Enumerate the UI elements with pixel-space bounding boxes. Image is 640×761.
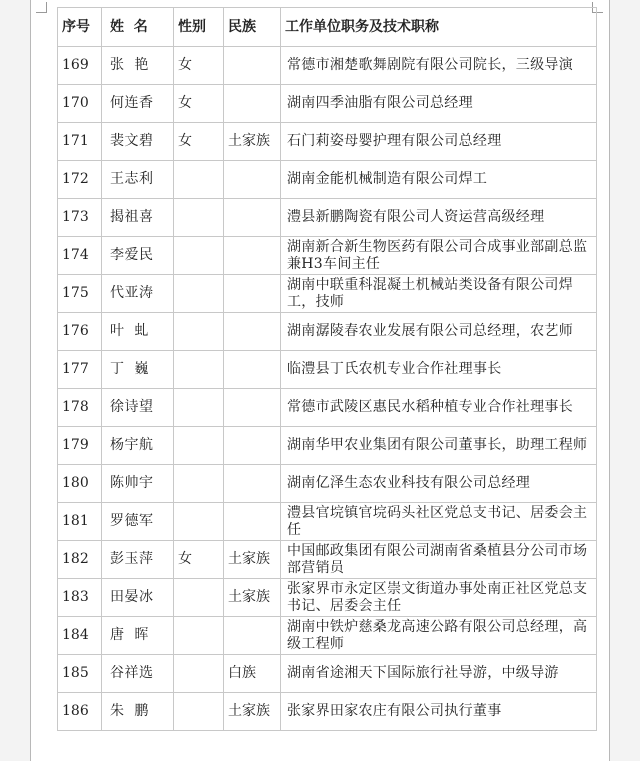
page-right-edge — [609, 0, 610, 761]
cell-no: 169 — [58, 47, 102, 85]
header-no: 序号 — [58, 8, 102, 47]
cell-name: 徐诗望 — [102, 389, 174, 427]
cell-gender — [174, 351, 224, 389]
cell-position: 湖南亿泽生态农业科技有限公司总经理 — [281, 465, 597, 503]
table-row — [58, 199, 597, 237]
table-row — [58, 389, 597, 427]
cell-name: 彭玉萍 — [102, 541, 174, 579]
cell-position: 湖南四季油脂有限公司总经理 — [281, 85, 597, 123]
cell-no: 181 — [58, 503, 102, 541]
cell-position: 湖南新合新生物医药有限公司合成事业部副总监兼H3车间主任 — [281, 237, 597, 275]
cell-position: 湖南中联重科混凝土机械站类设备有限公司焊工，技师 — [281, 275, 597, 313]
cell-ethnicity — [224, 351, 281, 389]
cell-ethnicity: 土家族 — [224, 693, 281, 731]
cell-ethnicity — [224, 427, 281, 465]
table-row — [58, 275, 597, 313]
cell-ethnicity — [224, 389, 281, 427]
cell-no: 173 — [58, 199, 102, 237]
cell-ethnicity — [224, 617, 281, 655]
cell-ethnicity — [224, 237, 281, 275]
table-row — [58, 693, 597, 731]
cell-name: 代亚涛 — [102, 275, 174, 313]
cell-ethnicity — [224, 313, 281, 351]
cell-position: 湖南中铁炉慈桑龙高速公路有限公司总经理，高级工程师 — [281, 617, 597, 655]
cell-gender — [174, 161, 224, 199]
table-row — [58, 655, 597, 693]
cell-name: 何连香 — [102, 85, 174, 123]
table-row — [58, 237, 597, 275]
cell-ethnicity: 土家族 — [224, 579, 281, 617]
crop-mark-top-left — [36, 2, 47, 13]
cell-gender: 女 — [174, 541, 224, 579]
cell-no: 170 — [58, 85, 102, 123]
cell-no: 184 — [58, 617, 102, 655]
cell-no: 183 — [58, 579, 102, 617]
cell-gender: 女 — [174, 123, 224, 161]
cell-name: 罗德军 — [102, 503, 174, 541]
cell-gender: 女 — [174, 85, 224, 123]
cell-no: 186 — [58, 693, 102, 731]
cell-gender — [174, 465, 224, 503]
cell-gender — [174, 275, 224, 313]
table-row — [58, 161, 597, 199]
roster-table — [57, 7, 597, 731]
cell-gender — [174, 389, 224, 427]
cell-ethnicity — [224, 47, 281, 85]
cell-gender — [174, 313, 224, 351]
table-row — [58, 503, 597, 541]
cell-no: 172 — [58, 161, 102, 199]
cell-position: 澧县官垸镇官垸码头社区党总支书记、居委会主任 — [281, 503, 597, 541]
cell-no: 178 — [58, 389, 102, 427]
table-row — [58, 351, 597, 389]
cell-position: 湖南潺陵春农业发展有限公司总经理，农艺师 — [281, 313, 597, 351]
cell-ethnicity — [224, 275, 281, 313]
cell-position: 张家界田家农庄有限公司执行董事 — [281, 693, 597, 731]
cell-position: 湖南省途湘天下国际旅行社导游，中级导游 — [281, 655, 597, 693]
cell-position: 常德市湘楚歌舞剧院有限公司院长，三级导演 — [281, 47, 597, 85]
cell-position: 石门莉姿母婴护理有限公司总经理 — [281, 123, 597, 161]
cell-no: 182 — [58, 541, 102, 579]
cell-position: 澧县新鹏陶瓷有限公司人资运营高级经理 — [281, 199, 597, 237]
table-row — [58, 47, 597, 85]
cell-ethnicity — [224, 503, 281, 541]
cell-gender — [174, 617, 224, 655]
page-left-edge — [30, 0, 31, 761]
table-row — [58, 85, 597, 123]
cell-position: 张家界市永定区崇文街道办事处南正社区党总支书记、居委会主任 — [281, 579, 597, 617]
cell-name: 谷祥选 — [102, 655, 174, 693]
table-row — [58, 427, 597, 465]
cell-position: 常德市武陵区惠民水稻种植专业合作社理事长 — [281, 389, 597, 427]
cell-no: 171 — [58, 123, 102, 161]
cell-gender: 女 — [174, 47, 224, 85]
cell-name: 张 艳 — [102, 47, 174, 85]
cell-no: 174 — [58, 237, 102, 275]
cell-name: 杨宇航 — [102, 427, 174, 465]
header-position: 工作单位职务及技术职称 — [281, 8, 597, 47]
cell-name: 叶 虬 — [102, 313, 174, 351]
header-name: 姓 名 — [102, 8, 174, 47]
cell-gender — [174, 503, 224, 541]
cell-position: 中国邮政集团有限公司湖南省桑植县分公司市场部营销员 — [281, 541, 597, 579]
cell-no: 175 — [58, 275, 102, 313]
cell-no: 176 — [58, 313, 102, 351]
cell-gender — [174, 655, 224, 693]
cell-ethnicity: 土家族 — [224, 123, 281, 161]
cell-ethnicity — [224, 85, 281, 123]
cell-no: 180 — [58, 465, 102, 503]
cell-name: 朱 鹏 — [102, 693, 174, 731]
cell-ethnicity — [224, 465, 281, 503]
cell-name: 王志利 — [102, 161, 174, 199]
cell-gender — [174, 199, 224, 237]
table-row — [58, 617, 597, 655]
cell-ethnicity: 白族 — [224, 655, 281, 693]
cell-name: 揭祖喜 — [102, 199, 174, 237]
cell-no: 177 — [58, 351, 102, 389]
cell-position: 临澧县丁氏农机专业合作社理事长 — [281, 351, 597, 389]
header-row — [58, 8, 597, 47]
cell-name: 陈帅宇 — [102, 465, 174, 503]
cell-ethnicity — [224, 199, 281, 237]
cell-name: 裴文碧 — [102, 123, 174, 161]
cell-name: 丁 巍 — [102, 351, 174, 389]
cell-position: 湖南金能机械制造有限公司焊工 — [281, 161, 597, 199]
cell-name: 田晏冰 — [102, 579, 174, 617]
table-row — [58, 313, 597, 351]
table-row — [58, 541, 597, 579]
cell-name: 唐 晖 — [102, 617, 174, 655]
header-gender: 性别 — [174, 8, 224, 47]
cell-gender — [174, 427, 224, 465]
cell-ethnicity — [224, 161, 281, 199]
cell-name: 李爱民 — [102, 237, 174, 275]
table-row — [58, 123, 597, 161]
table-row — [58, 579, 597, 617]
cell-gender — [174, 693, 224, 731]
cell-ethnicity: 土家族 — [224, 541, 281, 579]
cell-no: 185 — [58, 655, 102, 693]
cell-no: 179 — [58, 427, 102, 465]
table-row — [58, 465, 597, 503]
header-ethnicity: 民族 — [224, 8, 281, 47]
cell-position: 湖南华甲农业集团有限公司董事长，助理工程师 — [281, 427, 597, 465]
cell-gender — [174, 237, 224, 275]
cell-gender — [174, 579, 224, 617]
